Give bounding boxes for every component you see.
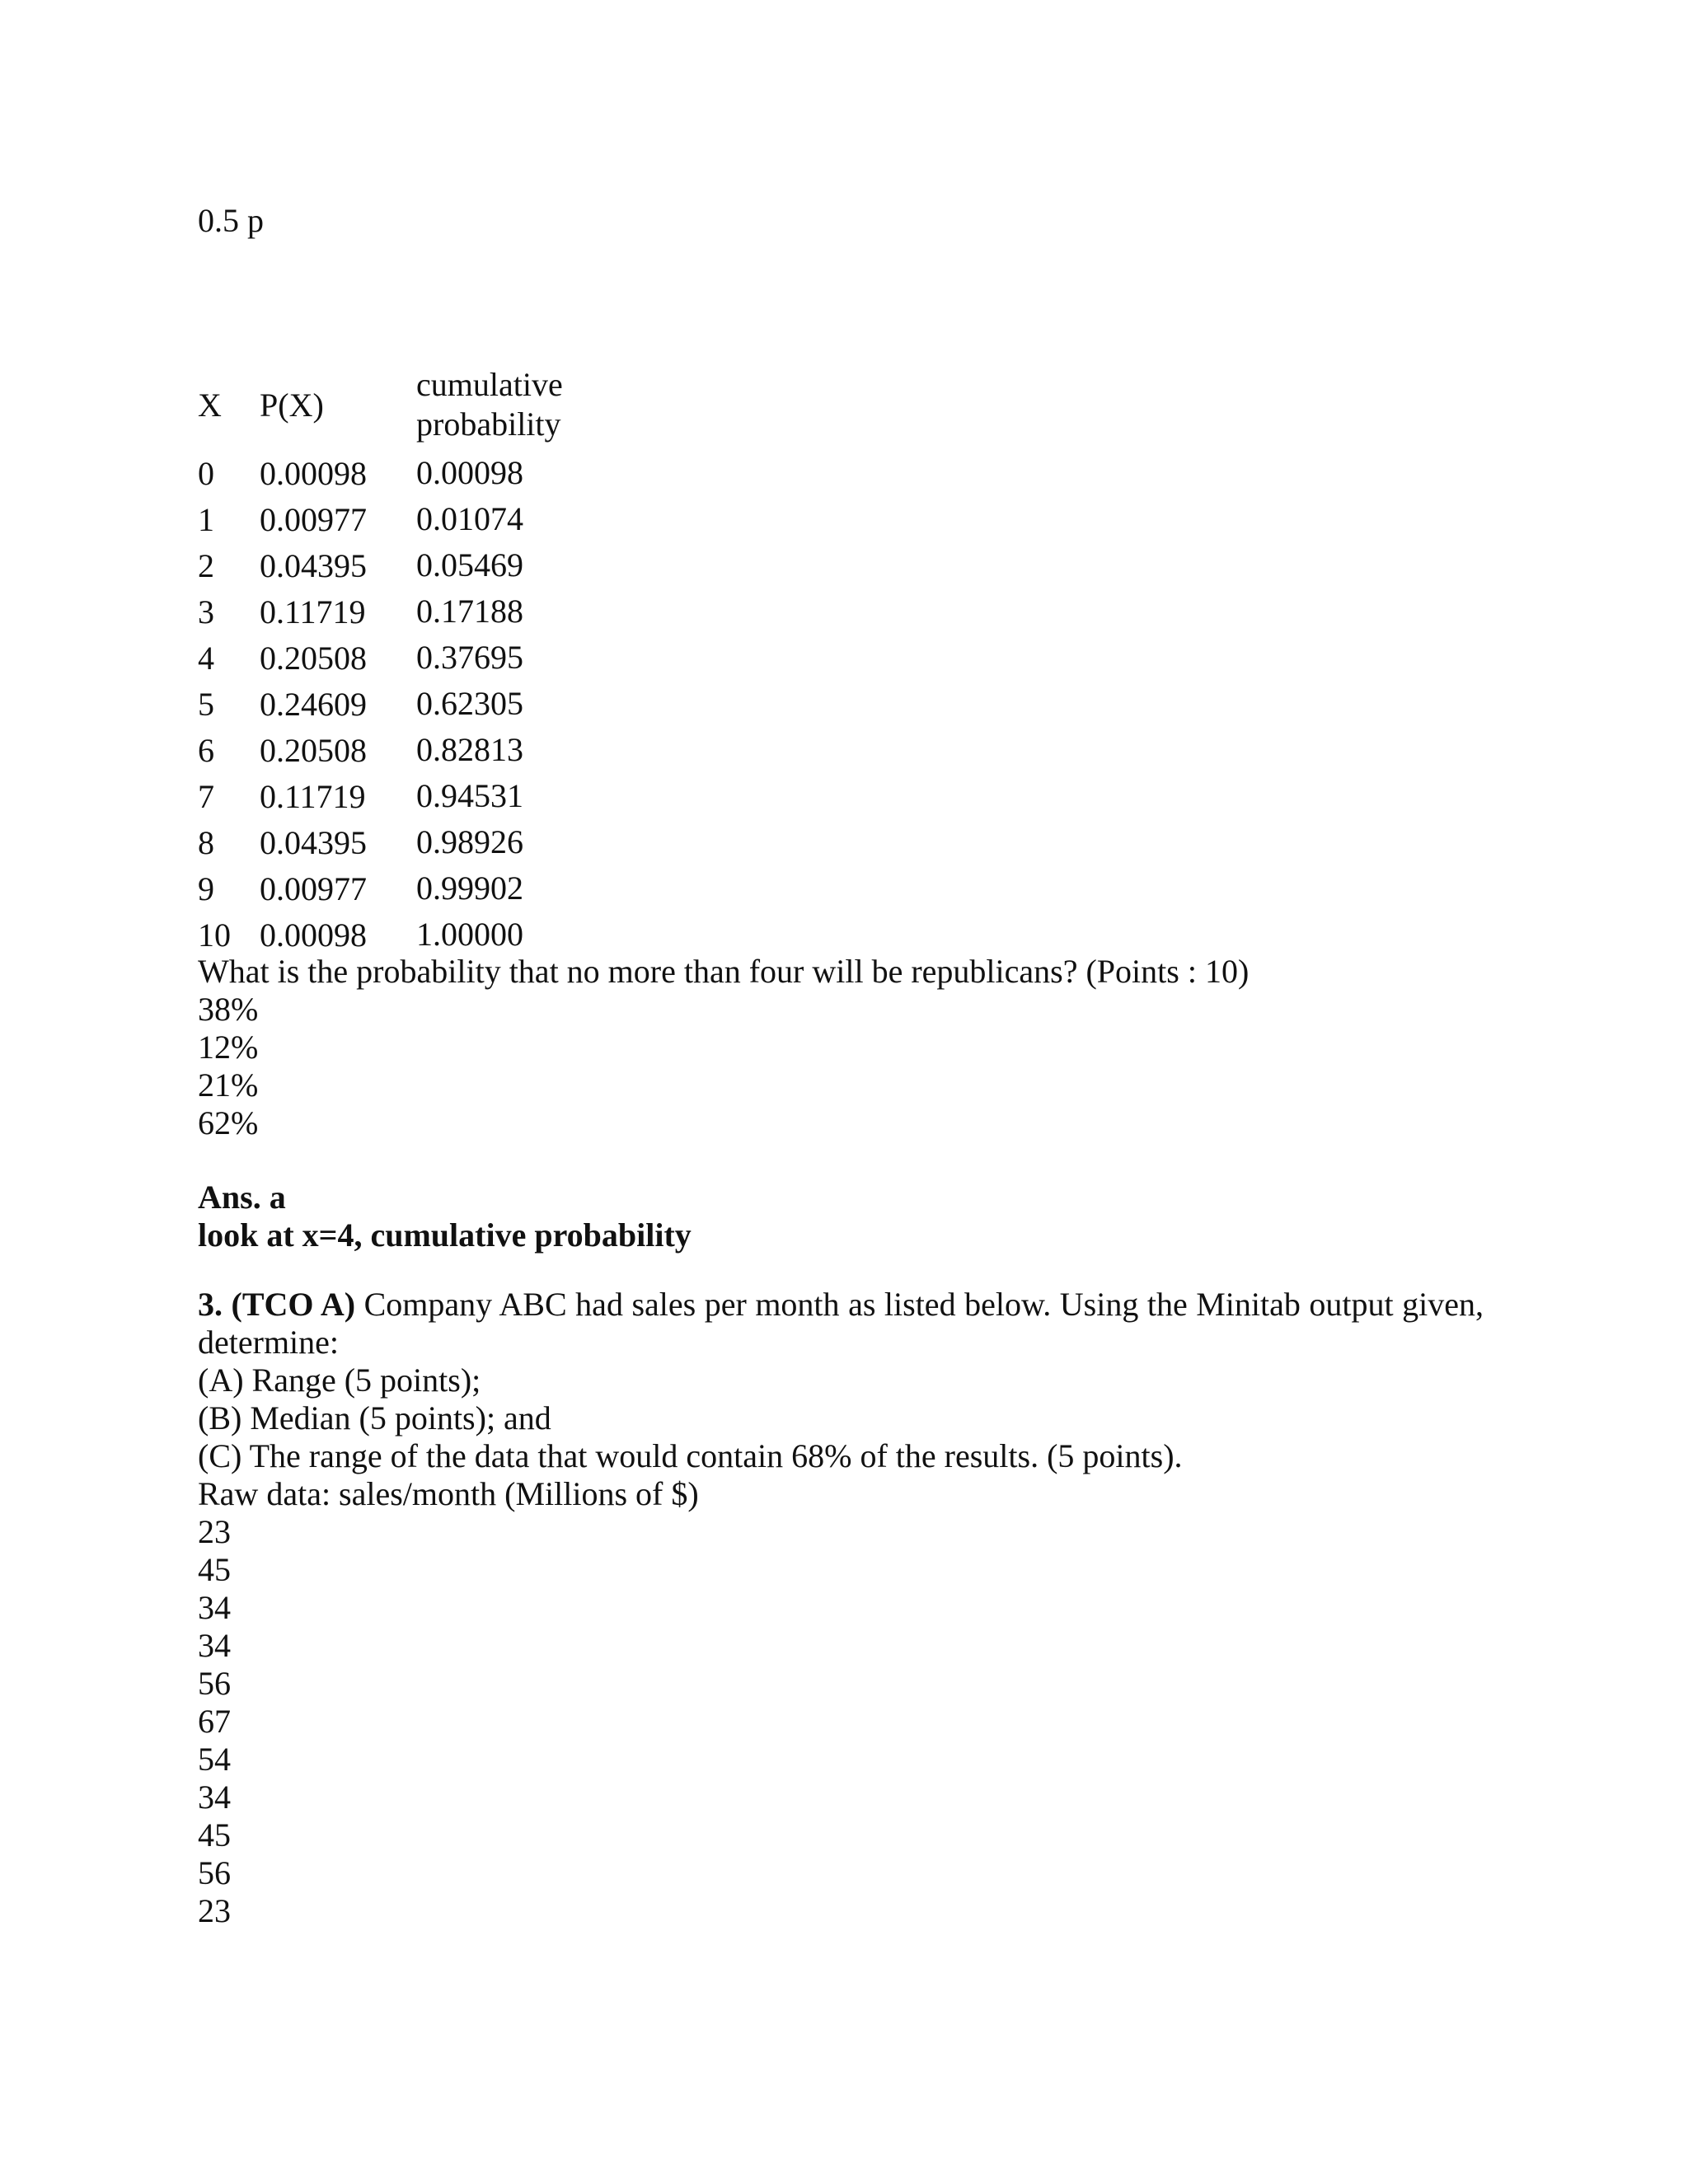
top-note: 0.5 p [198, 202, 264, 239]
question-3-determine: determine: [198, 1324, 340, 1361]
cell-cumulative: 1.00000 [416, 916, 523, 953]
table-row [198, 681, 631, 727]
cell-cumulative: 0.62305 [416, 685, 523, 722]
cell-cumulative: 0.82813 [416, 731, 523, 768]
answer-choice: 12% [198, 1029, 259, 1066]
cell-px: 0.00098 [260, 454, 367, 492]
table-row [198, 865, 631, 912]
table-row [198, 588, 631, 635]
table-row [198, 542, 631, 588]
cell-px: 0.04395 [260, 546, 367, 584]
question-3-intro [198, 1286, 1484, 1324]
raw-data-list [198, 1513, 1484, 1930]
question-text: What is the probability that no more than four will be republicans? (Points : 10) [198, 953, 1250, 990]
answer-line: Ans. a [198, 1179, 286, 1216]
header-cumulative-line2: probability [416, 405, 561, 443]
question-3-part-a: (A) Range (5 points); [198, 1361, 481, 1399]
cell-cumulative: 0.37695 [416, 639, 523, 676]
cell-cumulative: 0.94531 [416, 777, 523, 814]
cell-px: 0.20508 [260, 639, 367, 677]
answer-choice: 62% [198, 1104, 259, 1141]
cell-x: 3 [198, 593, 214, 630]
table-header-row [198, 359, 631, 450]
answer-choices [198, 991, 1517, 1142]
raw-data-value: 34 [198, 1589, 231, 1626]
table-body [198, 450, 631, 958]
cell-x: 5 [198, 685, 214, 723]
question-3-part-c: (C) The range of the data that would contain 68% of the results. (5 points). [198, 1437, 1183, 1474]
header-cumulative-line1: cumulative [416, 366, 563, 403]
cell-px: 0.11719 [260, 777, 366, 815]
answer-block [198, 1179, 692, 1254]
probability-table [198, 359, 631, 958]
table-row [198, 450, 631, 496]
cell-x: 0 [198, 454, 214, 492]
question-3-intro-text: Company ABC had sales per month as listed below. Using the Minitab output given, [355, 1286, 1484, 1323]
question-block [198, 953, 1517, 1142]
table-row [198, 635, 631, 681]
answer-choice: 38% [198, 991, 259, 1028]
raw-data-label: Raw data: sales/month (Millions of $) [198, 1475, 699, 1512]
cell-px: 0.00977 [260, 500, 367, 538]
cell-px: 0.00098 [260, 916, 367, 954]
raw-data-value: 23 [198, 1513, 231, 1550]
cell-x: 8 [198, 823, 214, 861]
raw-data-value: 34 [198, 1627, 231, 1664]
table-row [198, 773, 631, 819]
cell-cumulative: 0.98926 [416, 823, 523, 860]
question-3-label: 3. (TCO A) [198, 1286, 356, 1323]
answer-choice: 21% [198, 1066, 259, 1104]
cell-px: 0.04395 [260, 823, 367, 861]
header-cumulative [416, 359, 631, 450]
cell-x: 4 [198, 639, 214, 677]
raw-data-value: 54 [198, 1741, 231, 1778]
cell-px: 0.20508 [260, 731, 367, 769]
table-row [198, 727, 631, 773]
cell-x: 2 [198, 546, 214, 584]
cell-x: 9 [198, 869, 214, 907]
cell-px: 0.11719 [260, 593, 366, 630]
raw-data-value: 23 [198, 1892, 231, 1929]
raw-data-value: 56 [198, 1854, 231, 1891]
cell-cumulative: 0.01074 [416, 500, 523, 537]
cell-x: 7 [198, 777, 214, 815]
question-3-part-b: (B) Median (5 points); and [198, 1399, 551, 1436]
table-row [198, 819, 631, 865]
cell-cumulative: 0.00098 [416, 454, 523, 491]
question-3-block [198, 1286, 1484, 1930]
header-px: P(X) [260, 386, 324, 424]
cell-px: 0.24609 [260, 685, 367, 723]
table-row [198, 496, 631, 542]
answer-explanation: look at x=4, cumulative probability [198, 1216, 692, 1254]
cell-px: 0.00977 [260, 869, 367, 907]
cell-cumulative: 0.05469 [416, 546, 523, 583]
cell-cumulative: 0.17188 [416, 593, 523, 630]
raw-data-value: 67 [198, 1703, 231, 1740]
raw-data-value: 45 [198, 1816, 231, 1854]
cell-x: 6 [198, 731, 214, 769]
raw-data-value: 56 [198, 1665, 231, 1702]
cell-x: 1 [198, 500, 214, 538]
cell-x: 10 [198, 916, 231, 954]
table-row [198, 912, 631, 958]
cell-cumulative: 0.99902 [416, 869, 523, 907]
raw-data-value: 34 [198, 1779, 231, 1816]
header-x: X [198, 386, 222, 424]
raw-data-value: 45 [198, 1551, 231, 1588]
